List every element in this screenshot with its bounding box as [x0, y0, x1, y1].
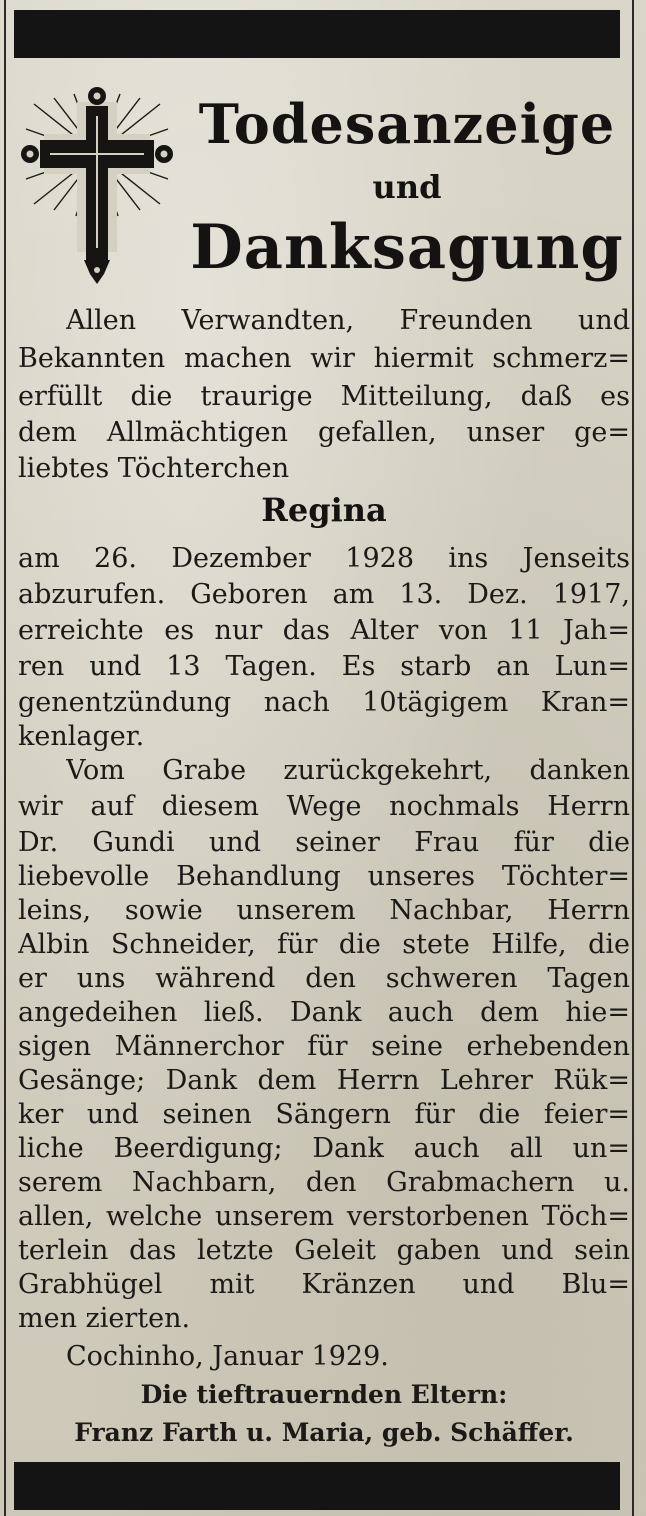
thanks-line: Albin Schneider, für die stete Hilfe, die	[18, 929, 630, 960]
intro-line: Allen Verwandten, Freunden und	[66, 305, 630, 336]
bottom-mourning-bar	[14, 1462, 620, 1510]
deceased-name: Regina	[261, 491, 387, 529]
death-line: am 26. Dezember 1928 ins Jenseits	[18, 543, 630, 574]
thanks-line: Gesänge; Dank dem Herrn Lehrer Rük=	[18, 1065, 630, 1096]
place-date: Cochinho, Januar 1929.	[66, 1341, 389, 1372]
radiant-cross-icon	[14, 84, 180, 288]
intro-line: liebtes Töchterchen	[18, 453, 290, 484]
top-mourning-bar	[14, 10, 620, 58]
headline-conjunction: und	[372, 168, 442, 206]
intro-line: erfüllt die traurige Mitteilung, daß es	[18, 381, 630, 412]
headline-acknowledgement: Danksagung	[190, 212, 624, 283]
signoff-line: Die tieftrauernden Eltern:	[140, 1380, 508, 1409]
thanks-line: er uns während den schweren Tagen	[18, 963, 630, 994]
thanks-line: Vom Grabe zurückgekehrt, danken	[66, 755, 630, 786]
thanks-line: angedeihen ließ. Dank auch dem hie=	[18, 997, 630, 1028]
frame-rule-left	[4, 0, 6, 1516]
signature-line: Franz Farth u. Maria, geb. Schäffer.	[74, 1418, 574, 1447]
frame-rule-right	[632, 0, 634, 1516]
thanks-line: liebevolle Behandlung unseres Töchter=	[18, 861, 630, 892]
thanks-line: sigen Männerchor für seine erhebenden	[18, 1031, 630, 1062]
death-line: erreichte es nur das Alter von 11 Jah=	[18, 615, 630, 646]
thanks-line: serem Nachbarn, den Grabmachern u.	[18, 1167, 630, 1198]
thanks-line: Grabhügel mit Kränzen und Blu=	[18, 1269, 630, 1300]
thanks-line: leins, sowie unserem Nachbar, Herrn	[18, 895, 630, 926]
thanks-line: liche Beerdigung; Dank auch all un=	[18, 1133, 630, 1164]
intro-line: dem Allmächtigen gefallen, unser ge=	[18, 417, 630, 448]
thanks-line: ker und seinen Sängern für die feier=	[18, 1099, 630, 1130]
thanks-line: Dr. Gundi und seiner Frau für die	[18, 827, 630, 858]
death-line: genentzündung nach 10tägigem Kran=	[18, 687, 630, 718]
thanks-line: men zierten.	[18, 1303, 191, 1334]
death-line: kenlager.	[18, 721, 145, 752]
death-line: ren und 13 Tagen. Es starb an Lun=	[18, 651, 630, 682]
headline-death-notice: Todesanzeige	[198, 92, 616, 156]
thanks-line: terlein das letzte Geleit gaben und sein	[18, 1235, 630, 1266]
thanks-line: allen, welche unserem verstorbenen Töch=	[18, 1201, 630, 1232]
death-line: abzurufen. Geboren am 13. Dez. 1917,	[18, 579, 630, 610]
thanks-line: wir auf diesem Wege nochmals Herrn	[18, 791, 630, 822]
intro-line: Bekannten machen wir hiermit schmerz=	[18, 343, 630, 374]
